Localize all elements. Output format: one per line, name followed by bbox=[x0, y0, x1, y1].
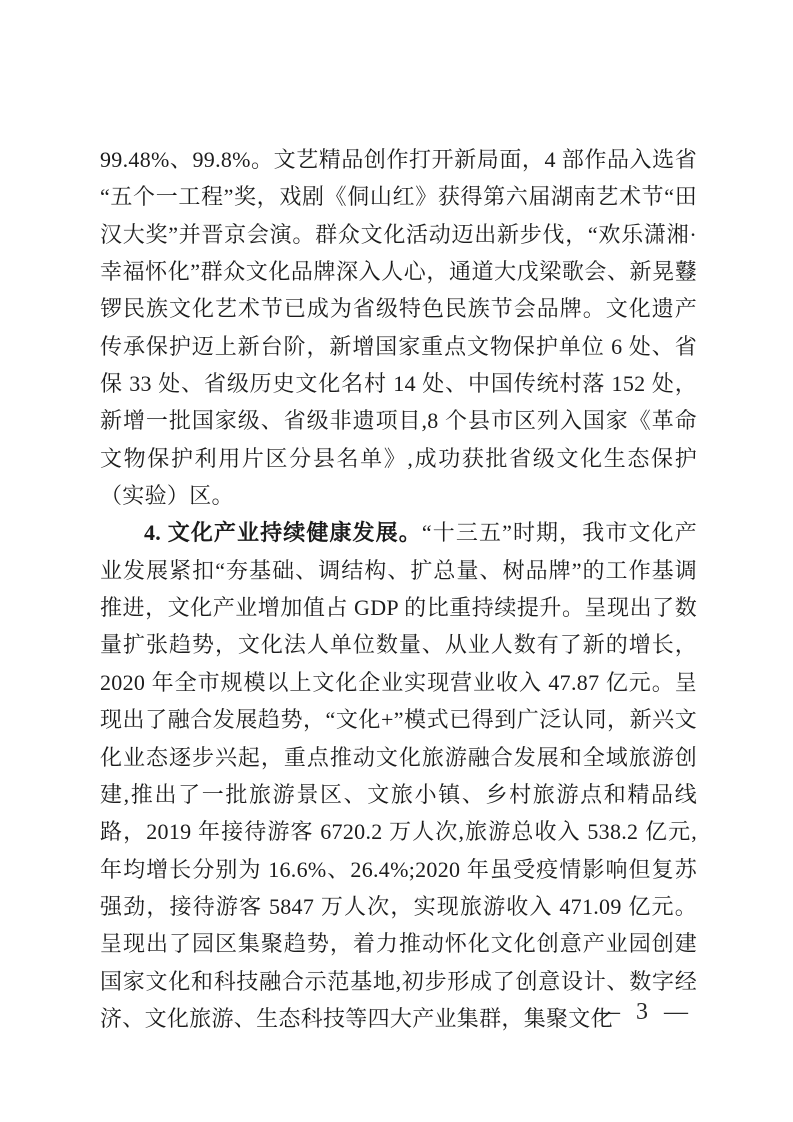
paragraph-heading: 4. 文化产业持续健康发展。 bbox=[144, 520, 422, 546]
paragraph-text: 99.48%、99.8%。文艺精品创作打开新局面，4 部作品入选省“五个一工程”奖，戏剧《侗山红》获得第六届湖南艺术节“田汉大奖”并晋京会演。群众文化活动迈出新步伐，“欢乐潇湘·幸福怀化”群众文化品牌深入人心，通道大戊梁歌会、新晃鼟锣民族文化艺术节已成为省级特色民族节会品牌。文化遗产传承保护迈上新台阶，新增国家重点文物保护单位 6 处、省保 33 处、省级历史文化名村 14 处、中国传统村落 152 处，新增一批国家级、省级非遗项目,8 个县市区列入国家《革命文物保护利用片区分县名单》,成功获批省级文化生态保护（实验）区。 bbox=[100, 147, 697, 509]
paragraph-cultural-undertakings bbox=[100, 141, 697, 514]
document-body bbox=[100, 141, 697, 1037]
page-number: — 3 — bbox=[596, 999, 693, 1025]
paragraph-text: “十三五”时期，我市文化产业发展紧扣“夯基础、调结构、扩总量、树品牌”的工作基调推进，文化产业增加值占 GDP 的比重持续提升。呈现出了数量扩张趋势，文化法人单位数量、从业人数有了新的增长，2020 年全市规模以上文化企业实现营业收入 47.87 亿元。呈现出了融合发展趋势，“文化+”模式已得到广泛认同，新兴文化业态逐步兴起，重点推动文化旅游融合发展和全域旅游创建,推出了一批旅游景区、文旅小镇、乡村旅游点和精品线路，2019 年接待游客 6720.2 万人次,旅游总收入 538.2 亿元,年均增长分别为 16.6%、26.4%;2020 年虽受疫情影响但复苏强劲，接待游客 5847 万人次，实现旅游收入 471.09 亿元。呈现出了园区集聚趋势，着力推动怀化文化创意产业园创建国家文化和科技融合示范基地,初步形成了创意设计、数字经济、文化旅游、生态科技等四大产业集群，集聚文化 bbox=[100, 520, 698, 1031]
paragraph-cultural-industry bbox=[100, 514, 697, 1037]
